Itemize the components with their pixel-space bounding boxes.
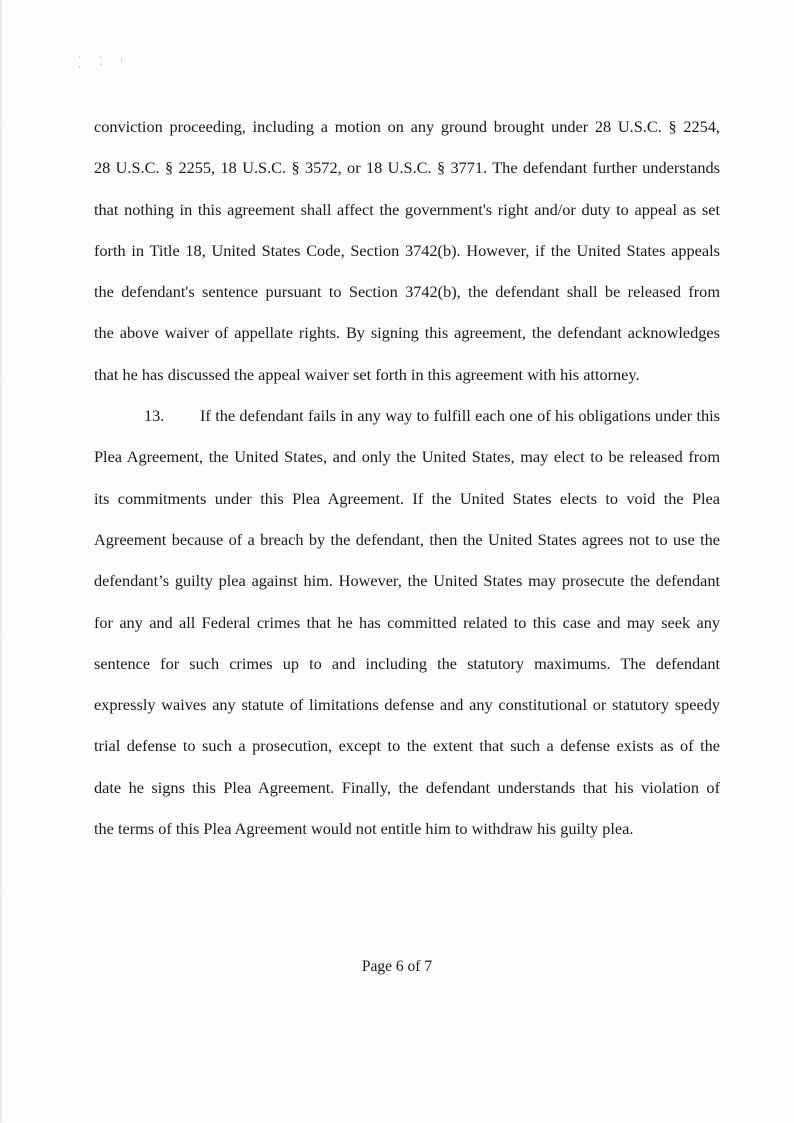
text-line: date he signs this Plea Agreement. Finally, the defendant understands that his violation of: [94, 777, 720, 797]
paragraph-12-continuation: [94, 106, 720, 395]
text-line: Agreement because of a breach by the defendant, then the United States agrees not to use the: [94, 529, 720, 549]
scan-edge-shadow: [0, 0, 3, 1123]
text-line: for any and all Federal crimes that he has committed related to this case and may seek any: [94, 612, 720, 632]
text-line: forth in Title 18, United States Code, Section 3742(b). However, if the United States appeals: [94, 240, 720, 260]
text-line: the defendant's sentence pursuant to Section 3742(b), the defendant shall be released from: [94, 282, 720, 302]
paragraph-13: [94, 395, 720, 849]
text-line-content: If the defendant fails in any way to fulfill each one of his obligations under this: [200, 406, 720, 426]
text-line: the terms of this Plea Agreement would not entitle him to withdraw his guilty plea.: [94, 819, 634, 839]
text-line: the above waiver of appellate rights. By signing this agreement, the defendant acknowledges: [94, 323, 720, 343]
text-line: that nothing in this agreement shall affect the government's right and/or duty to appeal as set: [94, 199, 720, 219]
text-line: trial defense to such a prosecution, except to the extent that such a defense exists as of the: [94, 736, 720, 756]
text-line: conviction proceeding, including a motion on any ground brought under 28 U.S.C. § 2254,: [94, 117, 720, 136]
paragraph-number: 13.: [144, 406, 165, 426]
text-line: defendant’s guilty plea against him. However, the United States may prosecute the defendant: [94, 571, 720, 591]
page-number: Page 6 of 7: [361, 958, 433, 975]
text-line: expressly waives any statute of limitations defense and any constitutional or statutory speedy: [94, 695, 720, 715]
scan-specks: · · , · ’: [78, 52, 131, 72]
text-line: Plea Agreement, the United States, and only the United States, may elect to be released from: [94, 447, 720, 467]
text-line-first: [94, 395, 720, 436]
text-line: its commitments under this Plea Agreement. If the United States elects to void the Plea: [94, 488, 720, 508]
text-line: that he has discussed the appeal waiver set forth in this agreement with his attorney.: [94, 364, 640, 384]
document-body: [94, 106, 720, 849]
text-line: sentence for such crimes up to and including the statutory maximums. The defendant: [94, 653, 720, 673]
text-line: 28 U.S.C. § 2255, 18 U.S.C. § 3572, or 18 U.S.C. § 3771. The defendant further understands: [94, 158, 720, 178]
